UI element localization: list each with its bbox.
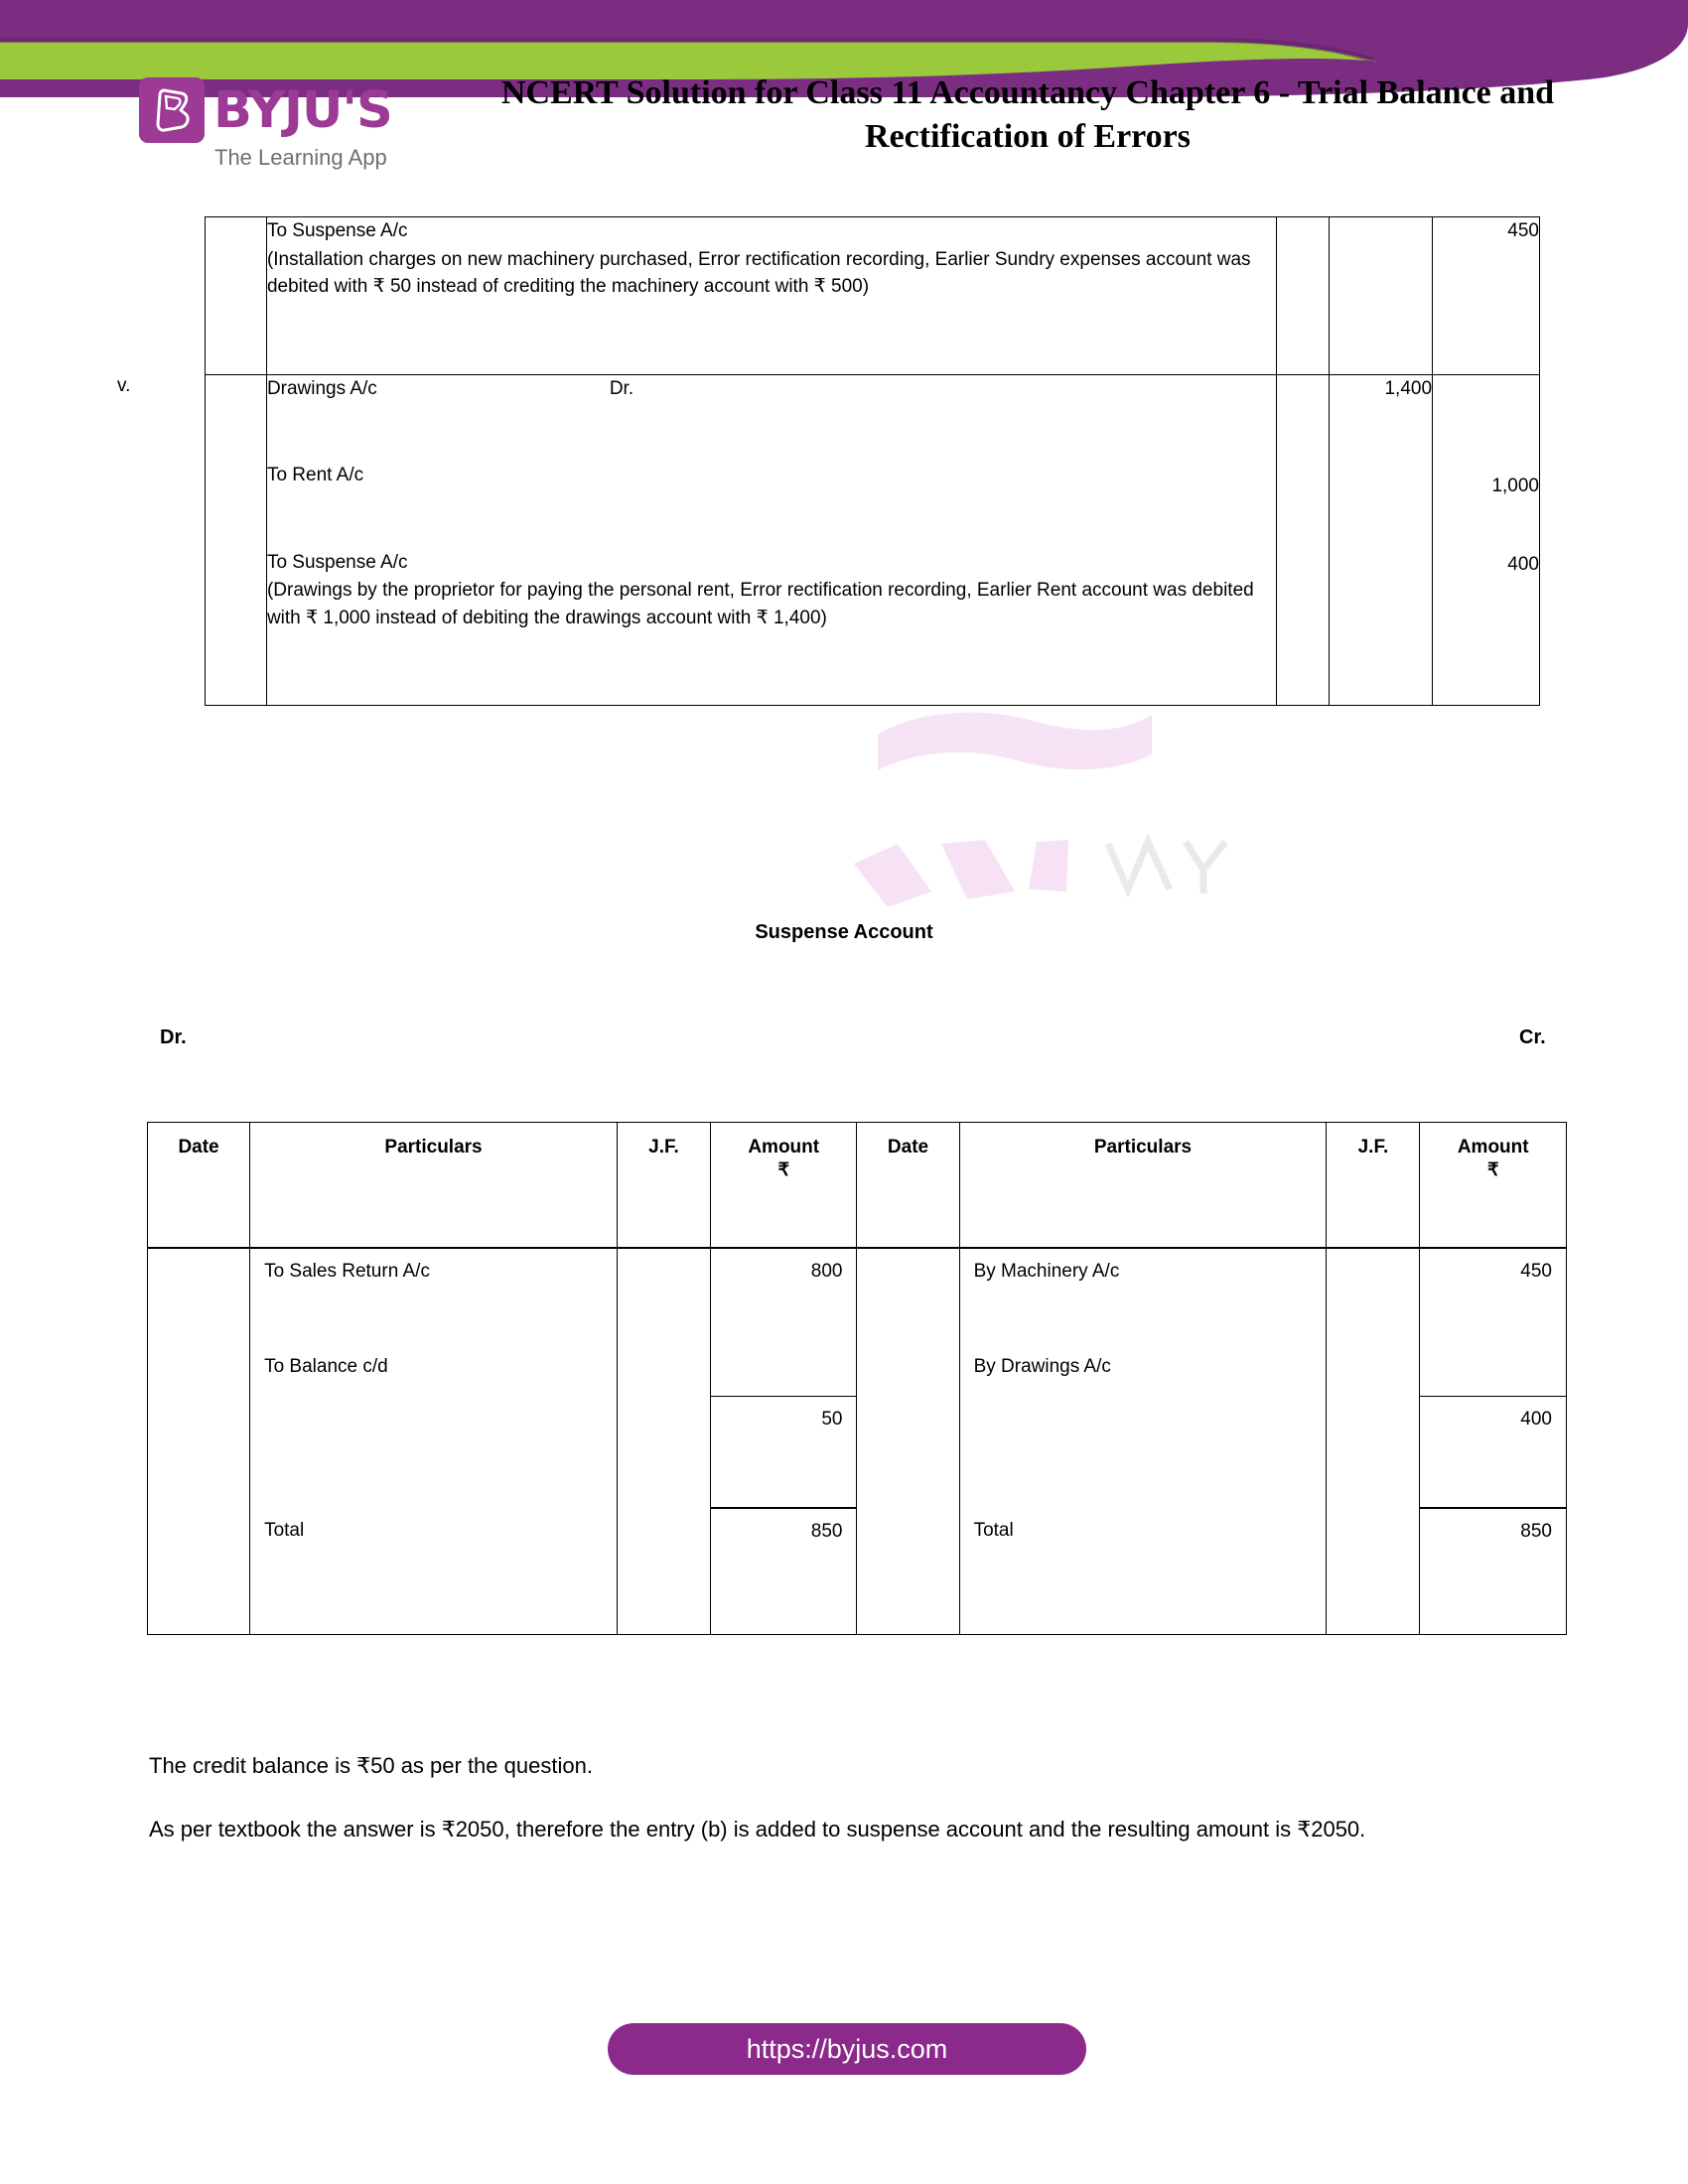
journal-credit-amount-2: 400	[1507, 554, 1539, 576]
cell-amount-total-debit	[710, 1508, 857, 1635]
table-row	[206, 217, 1540, 375]
ledger-total-label-credit: Total	[973, 1519, 1014, 1541]
table-row	[148, 1248, 1567, 1397]
amount-value: 800	[810, 1260, 843, 1282]
amount-value: 850	[1520, 1520, 1552, 1542]
spacer	[267, 301, 1276, 374]
spacer	[960, 1283, 1327, 1344]
cell-particulars-total-credit	[959, 1508, 1327, 1635]
cell-jf-debit	[617, 1248, 710, 1508]
ledger-entry-credit-2: By Drawings A/c	[973, 1355, 1111, 1377]
column-header-particulars-credit: Particulars	[959, 1123, 1327, 1248]
table-row-total	[148, 1508, 1567, 1635]
journal-particulars-cell	[266, 374, 1276, 706]
byjus-logo	[139, 77, 392, 171]
journal-account-name: Drawings A/c	[266, 377, 377, 399]
spacer	[1433, 499, 1539, 551]
spacer	[267, 402, 1276, 462]
journal-narration: (Drawings by the proprietor for paying the personal rent, Error rectification recording, Earlier Rent account was debited with ₹ 1,000 instead of debiting the drawings account with ₹ 1,400)	[266, 580, 1254, 628]
rupee-icon: ₹	[1486, 1160, 1499, 1179]
amount-value: 400	[1520, 1409, 1552, 1430]
cell-amount-total-credit	[1420, 1508, 1567, 1635]
footer-url-label: https://byjus.com	[746, 2033, 948, 2064]
journal-entry-table	[205, 216, 1540, 706]
page-title: NCERT Solution for Class 11 Accountancy Chapter 6 - Trial Balance and Rectification of Errors	[500, 74, 1555, 155]
amount-value: 50	[821, 1409, 843, 1430]
spacer	[267, 489, 1276, 549]
spacer	[267, 631, 1276, 705]
ledger-total-label-debit: Total	[264, 1519, 305, 1541]
cell-date-debit	[148, 1248, 250, 1508]
amount-value: 450	[1520, 1260, 1552, 1282]
amount-label: Amount	[748, 1137, 820, 1158]
suspense-dr-label: Dr.	[160, 1026, 187, 1048]
cell-date-total-credit	[857, 1508, 959, 1635]
column-header-date-credit: Date	[857, 1123, 959, 1248]
cell-amount-credit-1	[1420, 1248, 1567, 1397]
cell-jf-total-debit	[617, 1508, 710, 1635]
logo-wordmark: BYJU'S	[213, 80, 392, 140]
journal-serial-cell	[206, 217, 267, 375]
column-header-amount-debit	[710, 1123, 857, 1248]
column-header-amount-credit	[1420, 1123, 1567, 1248]
rupee-icon: ₹	[777, 1160, 789, 1179]
note-paragraph-textbook-answer: As per textbook the answer is ₹2050, therefore the entry (b) is added to suspense account and the resulting amount is ₹2050.	[149, 1817, 1366, 1842]
spacer	[250, 1283, 617, 1344]
spacer	[1433, 375, 1539, 473]
byjus-watermark	[854, 695, 1271, 923]
logo-row	[139, 77, 392, 143]
cell-date-total-debit	[148, 1508, 250, 1635]
journal-credit-amount-1: 1,000	[1491, 475, 1539, 496]
journal-debit-cell: 1,400	[1330, 374, 1433, 706]
journal-dr-tag: Dr.	[609, 377, 634, 399]
column-header-jf-debit: J.F.	[617, 1123, 710, 1248]
suspense-cr-label: Cr.	[1519, 1026, 1546, 1048]
cell-amount-credit-2	[1420, 1397, 1567, 1508]
column-header-jf-credit: J.F.	[1327, 1123, 1420, 1248]
journal-ledger-folio-cell	[1277, 217, 1330, 375]
cell-particulars-credit	[959, 1248, 1327, 1508]
cell-amount-debit-2	[710, 1397, 857, 1508]
amount-value: 850	[810, 1520, 843, 1542]
ledger-entry-credit-1: By Machinery A/c	[973, 1260, 1120, 1282]
journal-credit-cell	[1433, 374, 1540, 706]
cell-particulars-debit	[250, 1248, 618, 1508]
table-header-row	[148, 1123, 1567, 1248]
journal-credit-cell: 450	[1433, 217, 1540, 375]
journal-particulars-cell	[266, 217, 1276, 375]
footer-url-button[interactable]	[608, 2023, 1086, 2075]
journal-line-credit-account-2: To Suspense A/c	[266, 551, 408, 573]
cell-date-credit	[857, 1248, 959, 1508]
journal-ledger-folio-cell	[1277, 374, 1330, 706]
cell-jf-credit	[1327, 1248, 1420, 1508]
cell-jf-total-credit	[1327, 1508, 1420, 1635]
journal-narration: (Installation charges on new machinery purchased, Error rectification recording, Earlier Sundry expenses account was debited with ₹ 50 instead of crediting the machinery account with ₹ 500)	[266, 248, 1251, 298]
amount-label: Amount	[1457, 1137, 1529, 1158]
ledger-entry-debit-2: To Balance c/d	[264, 1355, 388, 1377]
cell-particulars-total-debit	[250, 1508, 618, 1635]
journal-debit-cell	[1330, 217, 1433, 375]
note-paragraph-credit-balance: The credit balance is ₹50 as per the question.	[149, 1753, 593, 1778]
column-header-particulars-debit: Particulars	[250, 1123, 618, 1248]
journal-entry-roman-label: v.	[117, 375, 131, 396]
column-header-date-debit: Date	[148, 1123, 250, 1248]
logo-tagline: The Learning App	[214, 145, 387, 170]
table-row	[206, 374, 1540, 706]
ledger-entry-debit-1: To Sales Return A/c	[264, 1260, 430, 1282]
journal-line-debit-account	[267, 375, 1276, 403]
journal-account-name: To Suspense A/c	[266, 220, 408, 241]
journal-line-credit-account-1: To Rent A/c	[266, 465, 364, 486]
suspense-account-table	[147, 1122, 1567, 1635]
byjus-b-icon	[139, 77, 205, 143]
suspense-account-title: Suspense Account	[755, 921, 933, 943]
journal-serial-cell	[206, 374, 267, 706]
cell-amount-debit-1	[710, 1248, 857, 1397]
